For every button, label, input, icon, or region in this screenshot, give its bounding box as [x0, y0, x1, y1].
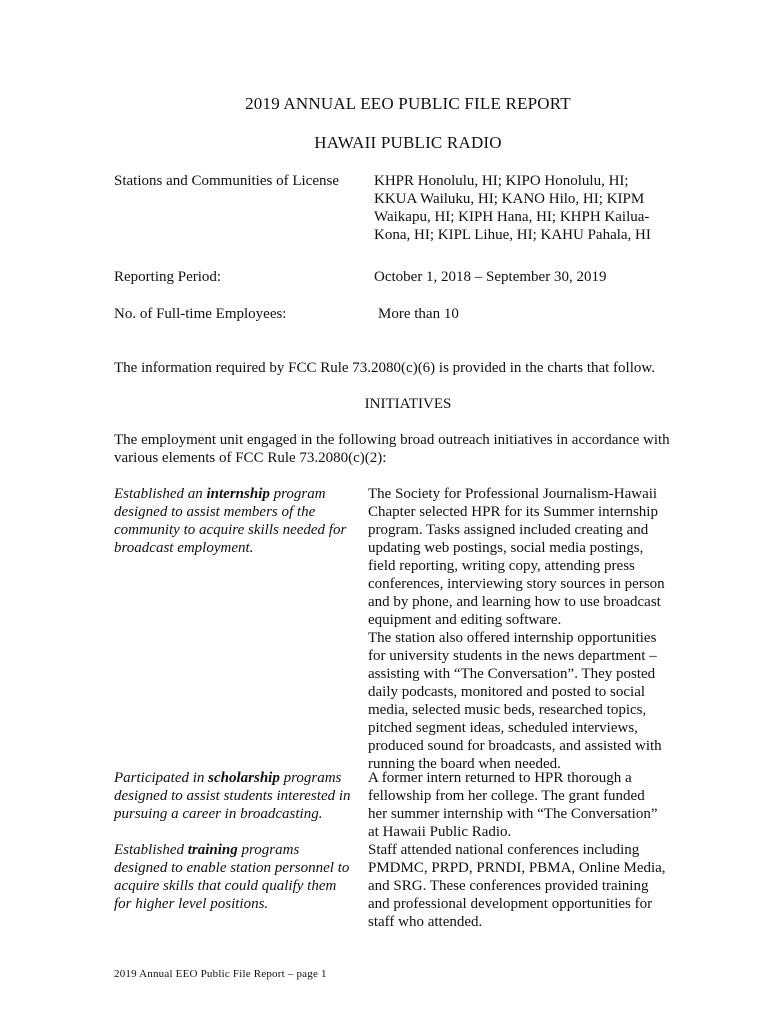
initiative-internship-description: The Society for Professional Journalism-Hawaii Chapter selected HPR for its Summer internship program. Tasks assigned included creating and updating web postings, social media postings, field reporting, writing copy, attending press conferences, interviewing story sources in person and by phone, and learning how to use broadcast equipment and editing software. The station also offered internship opportunities for university students in the news department – assisting with “The Conversation”. They posted daily podcasts, monitored and posted to social media, selected music beds, researched topics, pitched segment ideas, scheduled interviews, produced sound for broadcasts, and assisted with running the board when needed. [368, 486, 665, 772]
stations-label: Stations and Communities of License [114, 173, 339, 189]
initiative-scholarship-description: A former intern returned to HPR thorough a fellowship from her college. The grant funded her summer internship with “The Conversation” at Hawaii Public Radio. [368, 770, 658, 840]
reporting-period-label: Reporting Period: [114, 269, 222, 285]
intro-text: The information required by FCC Rule 73.2080(c)(6) is provided in the charts that follow. [114, 360, 655, 376]
report-title: 2019 ANNUAL EEO PUBLIC FILE REPORT [245, 94, 571, 113]
initiative-training-label: Established training programs designed to enable station personnel to acquire skills that could qualify them for higher level positions. [114, 842, 350, 912]
initiatives-heading: INITIATIVES [364, 396, 452, 412]
initiative-scholarship-label: Participated in scholarship programs designed to assist students interested in pursuing a career in broadcasting. [114, 770, 351, 822]
page-footer: 2019 Annual EEO Public File Report – page 1 [114, 968, 327, 980]
initiatives-intro: The employment unit engaged in the following broad outreach initiatives in accordance with various elements of FCC Rule 73.2080(c)(2): [114, 432, 670, 466]
initiative-keyword: internship [206, 486, 270, 502]
organization-name: HAWAII PUBLIC RADIO [314, 133, 502, 152]
reporting-period-value: October 1, 2018 – September 30, 2019 [374, 269, 607, 285]
employees-label: No. of Full-time Employees: [114, 306, 287, 322]
initiative-training-description: Staff attended national conferences including PMDMC, PRPD, PRNDI, PBMA, Online Media, and SRG. These conferences provided training and professional development opportunities for staff who attended. [368, 842, 666, 930]
initiative-internship-label: Established an internship program designed to assist members of the community to acquire skills needed for broadcast employment. [114, 486, 347, 556]
employees-value: More than 10 [378, 306, 459, 322]
stations-value: KHPR Honolulu, HI; KIPO Honolulu, HI; KKUA Wailuku, HI; KANO Hilo, HI; KIPM Waikapu, HI; KIPH Hana, HI; KHPH Kailua- Kona, HI; KIPL Lihue, HI; KAHU Pahala, HI [374, 173, 651, 243]
initiative-keyword: scholarship [208, 770, 280, 786]
initiative-keyword: training [187, 842, 238, 858]
